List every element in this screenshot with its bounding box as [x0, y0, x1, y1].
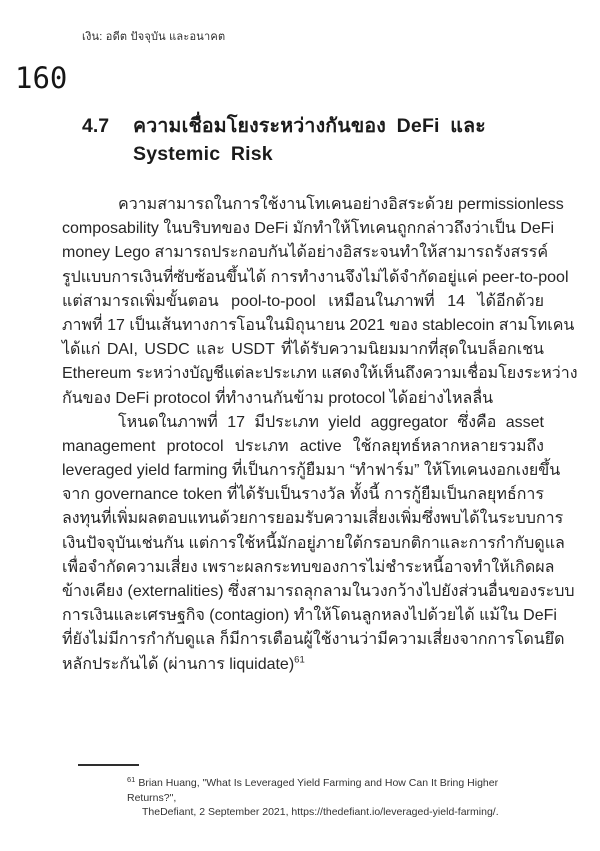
footnote-reference: 61 — [294, 654, 305, 666]
body-line: composability ในบริบทของ DeFi มักทำให้โทเคนถูกกล่าวถึงว่าเป็น DeFi — [62, 220, 555, 238]
body-line: รูปแบบการเงินที่ซับซ้อนขึ้นได้ การทำงานจึงไม่ได้จำกัดอยู่แค่ peer-to-pool — [62, 268, 569, 286]
body-line: leveraged yield farming ที่เป็นการกู้ยืมมา “ทำฟาร์ม” ให้โทเคนงอกเงยขึ้น — [62, 462, 561, 480]
body-line: money Lego สามารถประกอบกันได้อย่างอิสระจนทำให้สามารถรังสรรค์ — [62, 244, 549, 262]
body-text — [62, 193, 578, 677]
body-line: เงินปัจจุบันเช่นกัน แต่การใช้หนี้มักอยู่ภายใต้กรอบกติกาและการกำกับดูแล — [62, 534, 565, 552]
body-line: การเงินและเศรษฐกิจ (contagion) ทำให้โดนลูกหลงไปด้วยได้ แม้ใน DeFi — [62, 607, 557, 625]
body-line: หลักประกันได้ (ผ่านการ liquidate)$^{61}$ — [62, 654, 305, 673]
section-title — [133, 112, 486, 168]
body-line: Ethereum ระหว่างบัญชีแต่ละประเภท แสดงให้เห็นถึงความเชื่อมโยงระหว่าง — [62, 365, 578, 383]
footnote — [127, 776, 547, 820]
section-title-line: Systemic Risk — [133, 143, 273, 165]
running-header: เงิน: อดีต ปัจจุบัน และอนาคต — [82, 31, 226, 43]
footnote-marker: 61 — [127, 774, 136, 784]
footnote-text: TheDefiant, 2 September 2021, https://thedefiant.io/leveraged-yield-farming/. — [142, 806, 499, 818]
body-line: กันของ DeFi protocol ที่ทำงานกันข้าม protocol ได้อย่างไหลลื่น — [62, 389, 494, 407]
body-line: ข้างเคียง (externalities) ซึ่งสามารถลุกลามในวงกว้างไปยังส่วนอื่นของระบบ — [62, 583, 575, 600]
footnote-divider — [78, 764, 139, 766]
section-number: 4.7 — [82, 115, 110, 137]
body-line: เพื่อจำกัดความเสี่ยง เพราะผลกระทบของการไม่ชำระหนี้อาจทำให้เกิดผล — [62, 558, 555, 576]
footnote-text: Brian Huang, "What Is Leveraged Yield Farming and How Can It Bring Higher Returns?", — [127, 777, 499, 804]
body-line: แต่สามารถเพิ่มขั้นตอน pool-to-pool เหมือนในภาพที่ 14 ได้อีกด้วย — [62, 292, 544, 310]
paragraph — [62, 411, 575, 677]
body-line: ความสามารถในการใช้งานโทเคนอย่างอิสระด้วย permissionless — [118, 196, 564, 213]
body-line: ได้แก่ DAI, USDC และ USDT ที่ได้รับความนิยมมากที่สุดในบล็อกเชน — [62, 341, 544, 359]
body-line: management protocol ประเภท active ใช้กลยุทธ์หลากหลายรวมถึง — [62, 437, 544, 455]
body-line: ที่ยังไม่มีการกำกับดูแล ก็มีการเตือนผู้ใช้งานว่ามีความเสี่ยงจากการโดนยึด — [62, 631, 565, 649]
footnote-line — [127, 776, 547, 805]
body-line: โหนดในภาพที่ 17 มีประเภท yield aggregator ซึ่งคือ asset — [118, 413, 544, 431]
page-number: 160 — [15, 61, 68, 95]
section-title-line: ความเชื่อมโยงระหว่างกันของ DeFi และ — [133, 115, 486, 137]
body-line: จาก governance token ที่ได้รับเป็นรางวัล ทั้งนี้ การกู้ยืมเป็นกลยุทธ์การ — [62, 486, 544, 504]
paragraph — [62, 193, 578, 411]
body-line: ภาพที่ 17 เป็นเส้นทางการโอนในมิถุนายน 2021 ของ stablecoin สามโทเคน — [62, 316, 575, 334]
section-heading — [82, 112, 552, 168]
body-line: ลงทุนที่เพิ่มผลตอบแทนด้วยการยอมรับความเสี่ยงเพิ่มซึ่งพบได้ในระบบการ — [62, 510, 564, 528]
